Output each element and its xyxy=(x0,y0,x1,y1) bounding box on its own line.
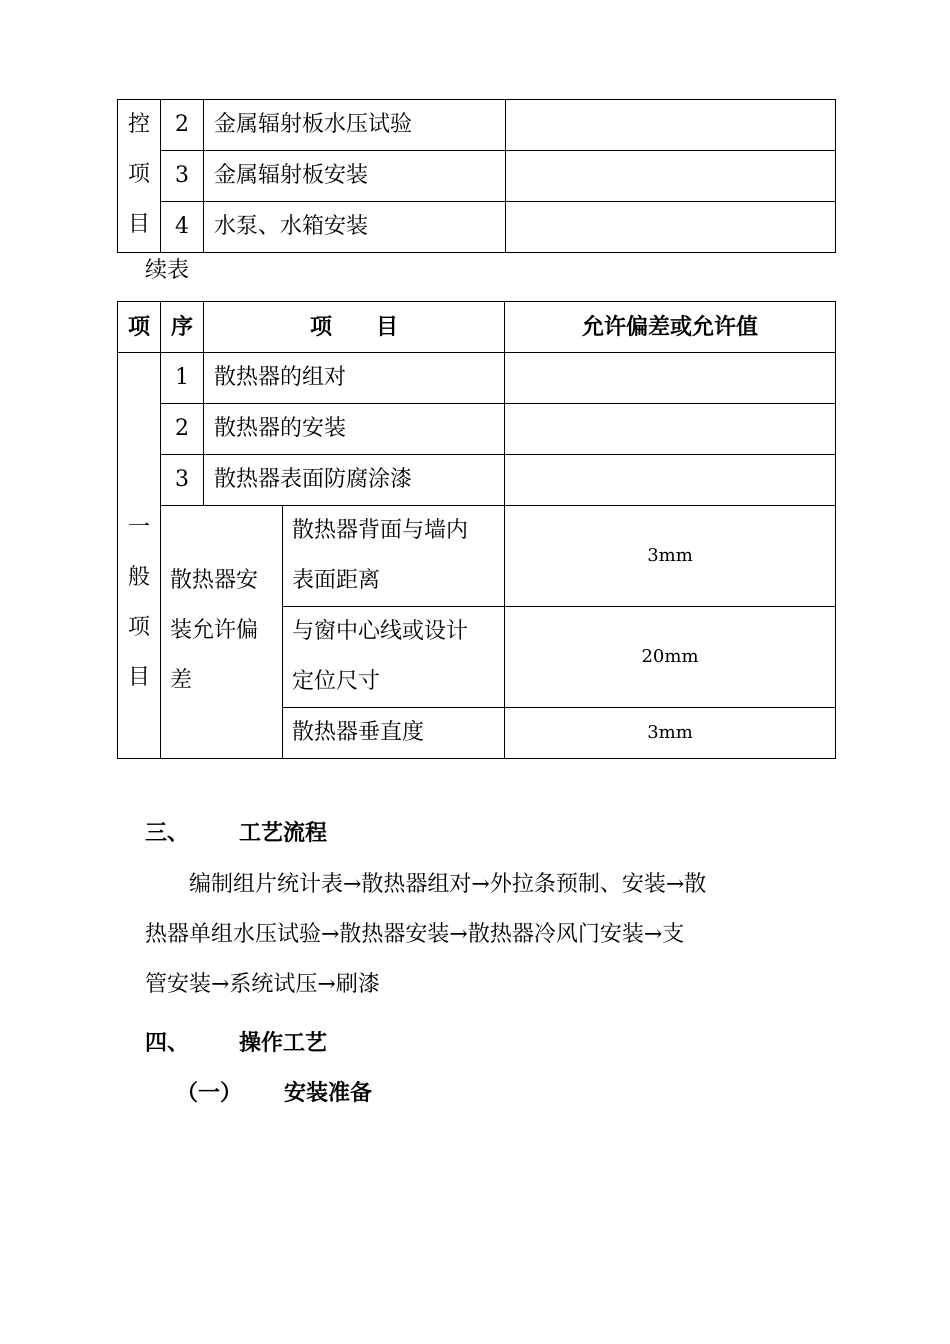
table-row xyxy=(118,404,836,455)
subsection-number: （一） xyxy=(176,1081,243,1106)
header-value: 允许偏差或允许值 xyxy=(505,302,836,353)
row-item: 金属辐射板安装 xyxy=(204,151,506,202)
section-heading-3 xyxy=(145,816,327,852)
continued-label: 续表 xyxy=(145,258,190,283)
row-item: 金属辐射板水压试验 xyxy=(204,100,506,151)
row-item: 散热器的安装 xyxy=(204,404,505,455)
row-number: 2 xyxy=(161,100,204,151)
row-item: 水泵、水箱安装 xyxy=(204,202,506,253)
category-cell xyxy=(118,100,161,253)
sub-row-item-line: 表面距离 xyxy=(292,568,381,593)
row-number: 3 xyxy=(161,151,204,202)
table-row xyxy=(118,506,836,607)
paragraph-line: 管安装→系统试压→刷漆 xyxy=(145,972,380,997)
table-main-control xyxy=(117,99,836,253)
row-number: 3 xyxy=(161,455,204,506)
row-value xyxy=(506,100,836,151)
category-char: 般 xyxy=(127,565,150,590)
table-row xyxy=(118,100,836,151)
sub-row-value: 20mm xyxy=(505,607,836,708)
table-row xyxy=(118,455,836,506)
sub-row-value: 3mm xyxy=(505,506,836,607)
table-row xyxy=(118,151,836,202)
process-flow-paragraph xyxy=(145,860,815,1010)
row-number: 4 xyxy=(161,202,204,253)
header-category: 项 xyxy=(118,302,161,353)
row-number: 2 xyxy=(161,404,204,455)
table-row xyxy=(118,353,836,404)
sub-row-item-line: 散热器垂直度 xyxy=(292,720,425,745)
sub-row-item-line: 定位尺寸 xyxy=(292,669,381,694)
header-number: 序 xyxy=(161,302,204,353)
category-char: 目 xyxy=(127,665,150,690)
row-value xyxy=(505,455,836,506)
table-row xyxy=(118,202,836,253)
paragraph-line: 编制组片统计表→散热器组对→外拉条预制、安装→散 xyxy=(145,872,707,897)
row-value xyxy=(506,202,836,253)
section-number: 三、 xyxy=(145,821,190,846)
sub-row-item xyxy=(283,607,505,708)
sub-row-item-line: 散热器背面与墙内 xyxy=(292,518,469,543)
category-char: 一 xyxy=(127,515,150,540)
section-title: 工艺流程 xyxy=(239,821,328,846)
row-value xyxy=(505,404,836,455)
row-item: 散热器的组对 xyxy=(204,353,505,404)
group-label-line: 散热器安 xyxy=(170,568,259,593)
category-char: 项 xyxy=(127,162,150,187)
group-label-cell xyxy=(161,506,283,759)
subsection-heading-1 xyxy=(176,1076,372,1112)
paragraph-line: 热器单组水压试验→散热器安装→散热器冷风门安装→支 xyxy=(145,922,685,947)
group-label-line: 差 xyxy=(170,668,193,693)
row-value xyxy=(505,353,836,404)
sub-row-value: 3mm xyxy=(505,708,836,759)
category-char: 项 xyxy=(127,615,150,640)
subsection-title: 安装准备 xyxy=(284,1081,373,1106)
group-label-line: 装允许偏 xyxy=(170,618,259,643)
table-header-row xyxy=(118,302,836,353)
table-general-items xyxy=(117,301,836,759)
row-number: 1 xyxy=(161,353,204,404)
section-heading-4 xyxy=(145,1026,327,1062)
section-number: 四、 xyxy=(145,1031,190,1056)
category-cell xyxy=(118,353,161,759)
sub-row-item-line: 与窗中心线或设计 xyxy=(292,619,469,644)
category-char: 控 xyxy=(127,112,150,137)
sub-row-item xyxy=(283,506,505,607)
sub-row-item xyxy=(283,708,505,759)
row-value xyxy=(506,151,836,202)
header-item: 项 目 xyxy=(204,302,505,353)
section-title: 操作工艺 xyxy=(239,1031,328,1056)
row-item: 散热器表面防腐涂漆 xyxy=(204,455,505,506)
category-char: 目 xyxy=(127,212,150,237)
